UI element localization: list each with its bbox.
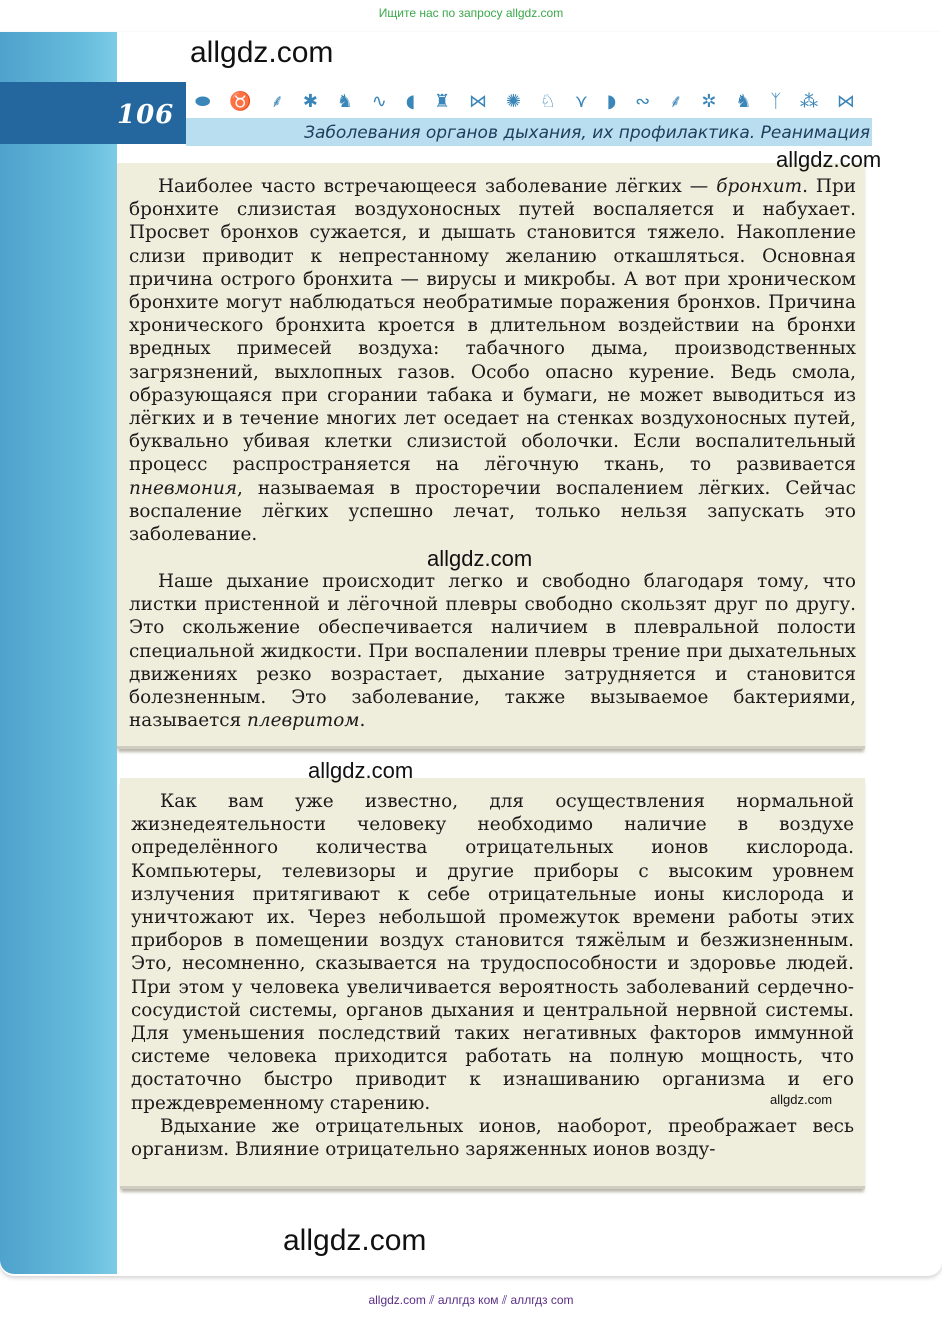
paragraph-pleurisy: Наше дыхание происходит легко и свободно благодаря тому, что листки пристенной и лёгочной плевры свободно скользят друг по другу. Это скольжение обеспечивается наличием в плевральной полости специальной жидкости. При воспалении плевры трение при дыхательных движениях резко возрастает, дыхание затрудняется и становится болезненным. Это заболевание, также вызываемое бактериями, называется плевритом.: [129, 571, 856, 732]
bottom-site-links[interactable]: allgdz.com ⫽ аллгдз ком ⫽ аллгдз com: [368, 1293, 574, 1307]
bison-icon: ♞: [336, 91, 353, 112]
watermark: allgdz.com: [427, 546, 533, 571]
chapter-title: Заболевания органов дыхания, их профилактика. Реанимация: [304, 123, 870, 143]
lizard-icon: ∿: [371, 91, 387, 112]
watermark: allgdz.com: [190, 36, 334, 69]
bison-icon: ♞: [735, 91, 752, 112]
swallow-icon: ⋎: [574, 91, 588, 112]
paragraph-bronchitis: Наиболее часто встречающееся заболевание лёгких — бронхит. При бронхите слизистая воздухоносных путей воспаляется и набухает. Просвет бронхов сужается, и дышать становится тяжело. Накопление слизи приводит к непрестанному желанию откашляться. Основная причина острого бронхита — вирусы и микробы. А вот при хроническом бронхите могут наблюдаться необратимые поражения бронхов. Причина хронического бронхита кроется в длительном воздействии на бронхи вредных примесей воздуха: табачного дыма, производственных загрязнений, выхлопных газов. Особо опасно курение. Ведь смола, образующаяся при сгорании табака и бумаги, не может выводиться из лёгких и в течение многих лет оседает на стенках воздухоносных путей, буквально убивая клетки слизистой оболочки. Если воспалительный процесс распространяется на лёгочную ткань, то развивается пневмония, называемая в просторечии воспалением лёгких. Сейчас воспаление лёгких успешно лечат, только нельзя запускать это заболевание.: [129, 176, 857, 546]
horse-icon: ♘: [539, 91, 556, 112]
whale-icon: ◗: [606, 91, 617, 112]
term-bronchitis: бронхит: [716, 176, 803, 197]
term-pneumonia: пневмония: [129, 477, 238, 499]
animal-decoration-row: [195, 90, 855, 114]
term-pleurisy: плевритом: [247, 710, 360, 732]
insect-icon: ✲: [701, 91, 717, 112]
fish-icon: ⬬: [195, 91, 211, 112]
lizard-icon: ∾: [635, 91, 651, 112]
watermark: allgdz.com: [776, 147, 882, 172]
crab-icon: ✺: [505, 91, 521, 112]
paragraph-ion-inhalation: Вдыхание же отрицательных ионов, наоборот, преображает весь организм. Влияние отрицательно заряженных ионов возду-: [131, 1116, 854, 1161]
kangaroo-icon: ᛉ: [770, 91, 782, 112]
bull-icon: ♉: [229, 91, 252, 112]
side-color-strip: [0, 32, 117, 1274]
watermark: allgdz.com: [770, 1092, 833, 1107]
paragraph-negative-ions: Как вам уже известно, для осуществления нормальной жизнедеятельности человеку необходимо наличие в воздухе определённого количества отрицательных ионов кислорода. Компьютеры, телевизоры и другие приборы с высоким уровнем излучения притягивают к себе отрицательные ионы кислорода и уничтожают их. Через небольшой промежуток времени работы этих приборов в помещении воздух становится тяжёлым и безжизненным. Это, несомненно, сказывается на трудоспособности и здоровье людей. При этом у человека увеличивается вероятность заболеваний сердечно-сосудистой системы, органов дыхания и центральной нервной системы. Для уменьшения последствий таких негативных факторов иммунной системе человека приходится работать на полную мощность, что достаточно быстро приводит к изнашиванию организма и его преждевременному старению.: [131, 791, 854, 1114]
watermark: allgdz.com: [283, 1224, 427, 1257]
ant-icon: ⁂: [799, 91, 818, 112]
bird-icon: ⸙: [669, 91, 683, 112]
page-number: 106: [117, 100, 175, 130]
rodent-icon: ◖: [405, 91, 416, 112]
boar-icon: ♜: [434, 91, 451, 112]
butterfly-icon: ⋈: [836, 91, 855, 112]
butterfly-icon: ⋈: [469, 91, 487, 112]
watermark: allgdz.com: [308, 758, 414, 783]
top-search-notice: Ищите нас по запросу allgdz.com: [378, 6, 564, 20]
insect-icon: ✱: [302, 91, 318, 112]
bird-icon: ⸙: [270, 91, 284, 112]
